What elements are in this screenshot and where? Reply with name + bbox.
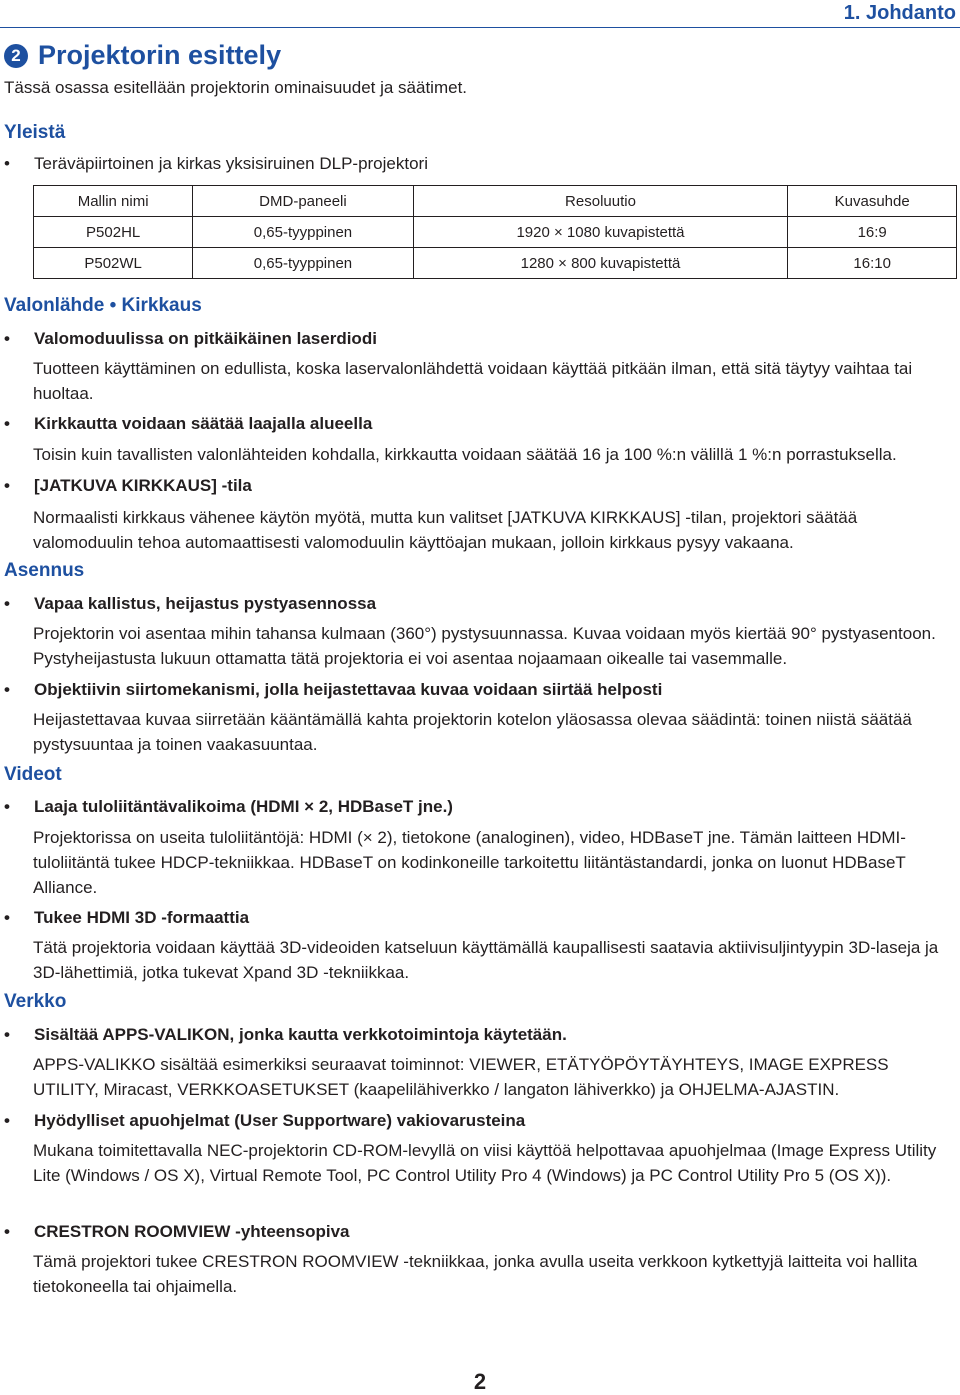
bullet-crestron-body: Tämä projektori tukee CRESTRON ROOMVIEW -tekniikkaa, jonka avulla useita verkkoon kytkettyjä laitteita voi hallita tietokoneella tai ohjaimella. [33, 1252, 918, 1296]
bullet-icon: • [4, 1025, 10, 1044]
table-row [34, 217, 957, 248]
bullet-free-tilt-title: Vapaa kallistus, heijastus pystyasennossa [34, 594, 377, 613]
table-header-cell: Kuvasuhde [788, 186, 957, 217]
section-number-badge: 2 [4, 44, 28, 68]
bullet-crestron-title: CRESTRON ROOMVIEW -yhteensopiva [34, 1222, 350, 1241]
bullet-icon: • [4, 154, 10, 173]
bullet-constant-brightness-title: [JATKUVA KIRKKAUS] -tila [34, 476, 252, 495]
table-cell: 0,65-tyyppinen [193, 248, 413, 279]
bullet-icon: • [4, 476, 10, 495]
table-cell: 1280 × 800 kuvapistettä [413, 248, 788, 279]
bullet-icon: • [4, 1111, 10, 1130]
bullet-inputs-body: Projektorissa on useita tuloliitäntöjä: HDMI (× 2), tietokone (analoginen), video, HDBaseT jne. Tämän laitteen HDMI-tuloliitäntä tukee HDCP-tekniikkaa. HDBaseT on kodinkoneille tarkoitettu liitäntästandardi, jonka on luonut HDBaseT Alliance. [33, 828, 906, 897]
bullet-icon: • [4, 797, 10, 816]
table-cell: P502HL [34, 217, 193, 248]
table-cell: 16:10 [788, 248, 957, 279]
bullet-apps-menu-body: APPS-VALIKKO sisältää esimerkiksi seuraavat toiminnot: VIEWER, ETÄTYÖPÖYTÄYHTEYS, IMAGE EXPRESS UTILITY, Miracast, VERKKOASETUKSET (kaapelilähiverkko / langaton lähiverkko) ja OHJELMA-AJASTIN. [33, 1055, 889, 1099]
bullet-icon: • [4, 1222, 10, 1241]
section-title-text: Projektorin esittely [38, 40, 282, 70]
table-cell: P502WL [34, 248, 193, 279]
table-header-cell: DMD-paneeli [193, 186, 413, 217]
bullet-constant-brightness-body: Normaalisti kirkkaus vähenee käytön myötä, mutta kun valitset [JATKUVA KIRKKAUS] -tilan, projektori säätää valomoduulin tehoa automaattisesti valomoduulin käyttöajan mukaan, jolloin kirkkaus pysyy vakaana. [33, 508, 858, 552]
bullet-brightness-body: Toisin kuin tavallisten valonlähteiden kohdalla, kirkkautta voidaan säätää 16 ja 100 %:n välillä 1 %:n porrastuksella. [33, 445, 897, 464]
bullet-icon: • [4, 594, 10, 613]
table-header-cell: Resoluutio [413, 186, 788, 217]
bullet-free-tilt-body: Projektorin voi asentaa mihin tahansa kulmaan (360°) pystysuunnassa. Kuvaa voidaan myös kiertää 90° pystyasentoon. Pystyheijastusta lukuun ottamatta tätä projektoria ei voi asentaa nojaamaan oikealle tai vasemmalle. [33, 624, 936, 668]
table-header-cell: Mallin nimi [34, 186, 193, 217]
bullet-lens-shift-body: Heijastettavaa kuvaa siirretään kääntämällä kahta projektorin kotelon yläosassa olevaa säädintä: toinen niistä säätää pystysuuntaa ja toinen vaakasuuntaa. [33, 710, 912, 754]
bullet-icon: • [4, 680, 10, 699]
header-rule [0, 27, 960, 28]
heading-light-source: Valonlähde • Kirkkaus [4, 295, 202, 316]
bullet-hdmi-3d-title: Tukee HDMI 3D -formaattia [34, 908, 250, 927]
page-number: 2 [473, 1369, 487, 1394]
heading-installation: Asennus [4, 560, 85, 581]
bullet-dlp-text: Teräväpiirtoinen ja kirkas yksisiruinen DLP-projektori [34, 154, 428, 173]
bullet-icon: • [4, 414, 10, 433]
bullet-brightness-title: Kirkkautta voidaan säätää laajalla alueella [34, 414, 373, 433]
table-cell: 1920 × 1080 kuvapistettä [413, 217, 788, 248]
table-header-row [34, 186, 957, 217]
table-cell: 16:9 [788, 217, 957, 248]
model-spec-table [33, 185, 957, 279]
bullet-lens-shift-title: Objektiivin siirtomekanismi, jolla heijastettavaa kuvaa voidaan siirtää helposti [34, 680, 663, 699]
heading-video: Videot [4, 764, 62, 785]
bullet-inputs-title: Laaja tuloliitäntävalikoima (HDMI × 2, HDBaseT jne.) [34, 797, 453, 816]
bullet-icon: • [4, 908, 10, 927]
bullet-supportware-title: Hyödylliset apuohjelmat (User Supportware) vakiovarusteina [34, 1111, 526, 1130]
table-row [34, 248, 957, 279]
heading-general: Yleistä [4, 122, 66, 143]
table-cell: 0,65-tyyppinen [193, 217, 413, 248]
bullet-hdmi-3d-body: Tätä projektoria voidaan käyttää 3D-videoiden katseluun käyttämällä kaupallisesti saatavia aktiivisuljintyypin 3D-laseja ja 3D-lähettimiä, jotka tukevat Xpand 3D -tekniikkaa. [33, 938, 939, 982]
bullet-apps-menu-title: Sisältää APPS-VALIKON, jonka kautta verkkotoimintoja käytetään. [34, 1025, 567, 1044]
bullet-icon: • [4, 329, 10, 348]
heading-network: Verkko [4, 991, 67, 1012]
bullet-supportware-body: Mukana toimitettavalla NEC-projektorin CD-ROM-levyllä on viisi käyttöä helpottavaa apuohjelmaa (Image Express Utility Lite (Windows / OS X), Virtual Remote Tool, PC Control Utility Pro 4 (Windows) ja PC Control Utility Pro 5 (OS X)). [33, 1141, 937, 1185]
bullet-laser-body: Tuotteen käyttäminen on edullista, koska laservalonlähdettä voidaan käyttää pitkään ilman, että sitä täytyy vaihtaa tai huoltaa. [33, 359, 913, 403]
bullet-laser-title: Valomoduulissa on pitkäikäinen laserdiodi [34, 329, 377, 348]
section-title [4, 40, 281, 71]
chapter-label: 1. Johdanto [843, 2, 956, 24]
section-intro: Tässä osassa esitellään projektorin ominaisuudet ja säätimet. [4, 78, 468, 97]
